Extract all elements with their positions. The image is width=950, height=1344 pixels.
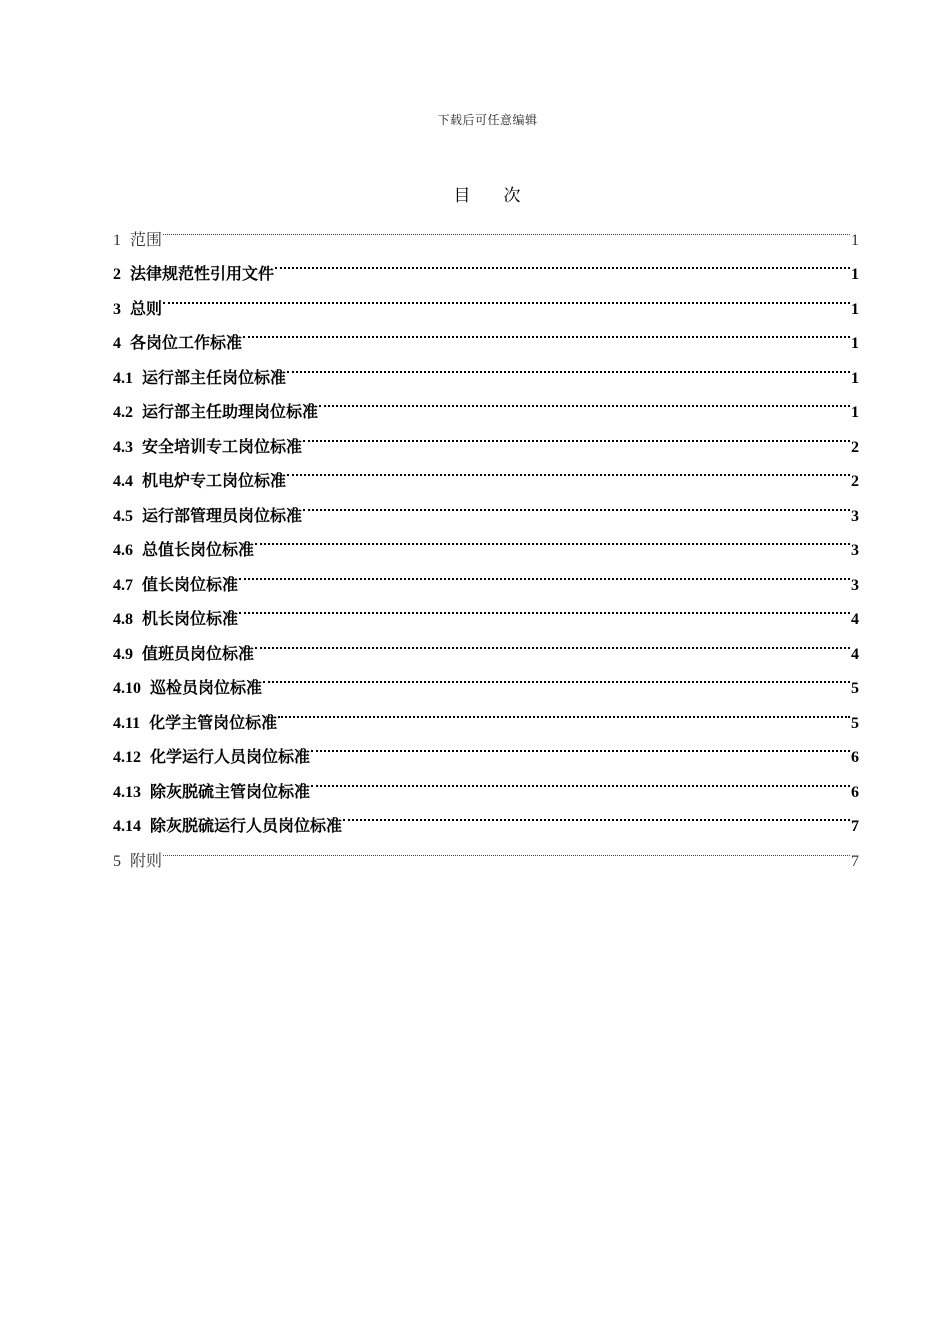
- toc-entry-label: 总值长岗位标准: [142, 542, 255, 559]
- toc-entry-number: 4.5: [113, 507, 133, 525]
- toc-entry-page: 6: [851, 783, 859, 801]
- toc-title-char-2: 次: [503, 186, 522, 205]
- table-of-contents: [113, 210, 859, 870]
- toc-entry-number: 4.12: [113, 749, 141, 766]
- toc-entry-label: 运行部管理员岗位标准: [142, 507, 303, 525]
- toc-dot-leader: [163, 279, 850, 314]
- toc-entry-page: 1: [851, 300, 859, 318]
- toc-dot-leader: [343, 797, 850, 832]
- toc-dot-leader: [239, 555, 850, 590]
- toc-entry-page: 7: [851, 852, 859, 870]
- toc-entry-page: 5: [851, 714, 859, 732]
- toc-entry-label: 值班员岗位标准: [142, 645, 255, 663]
- toc-dot-leader: [287, 348, 850, 383]
- header-note: 下载后可任意编辑: [437, 113, 538, 127]
- toc-entry-page: 3: [851, 576, 859, 594]
- toc-entry-page: 5: [851, 680, 859, 697]
- toc-entry-number: 4.3: [113, 438, 133, 456]
- toc-entry-label: 附则: [130, 852, 163, 870]
- toc-entry-number: 5: [113, 852, 121, 870]
- toc-dot-leader: [311, 728, 850, 763]
- toc-dot-leader: [287, 452, 850, 487]
- toc-entry-label: 运行部主任岗位标准: [142, 369, 287, 387]
- toc-dot-leader: [263, 659, 850, 694]
- toc-title: [0, 181, 950, 206]
- toc-entry-label: 值长岗位标准: [142, 576, 239, 594]
- toc-entry-page: 3: [851, 507, 859, 525]
- toc-dot-leader: [163, 831, 850, 866]
- toc-entry-page: 2: [851, 473, 859, 490]
- toc-entry-number: 4.6: [113, 542, 133, 559]
- toc-dot-leader: [278, 693, 850, 728]
- toc-entry-label: 化学运行人员岗位标准: [150, 749, 311, 766]
- toc-entry-page: 6: [851, 749, 859, 766]
- toc-entry-page: 2: [851, 438, 859, 456]
- toc-entry-number: 2: [113, 266, 121, 283]
- toc-entry-page: 1: [851, 266, 859, 283]
- toc-dot-leader: [239, 590, 850, 625]
- toc-entry-page: 3: [851, 542, 859, 559]
- toc-entry-label: 巡检员岗位标准: [150, 680, 263, 697]
- toc-entry-number: 4.11: [113, 714, 141, 732]
- toc-dot-leader: [243, 314, 850, 349]
- toc-entry-number: 4.4: [113, 473, 133, 490]
- toc-entry-page: 1: [851, 231, 859, 249]
- toc-entry-number: 4: [113, 335, 121, 352]
- toc-entry-number: 4.8: [113, 611, 133, 628]
- toc-entry-label: 机长岗位标准: [142, 611, 239, 628]
- toc-entry-page: 4: [851, 645, 859, 663]
- toc-entry[interactable]: [113, 245, 859, 283]
- toc-entry-page: 1: [851, 404, 859, 421]
- toc-dot-leader: [303, 486, 850, 521]
- toc-entry-label: 化学主管岗位标准: [149, 714, 278, 732]
- toc-dot-leader: [311, 762, 850, 797]
- toc-entry-number: 1: [113, 231, 121, 249]
- toc-entry-page: 7: [851, 818, 859, 835]
- toc-entry-label: 法律规范性引用文件: [130, 266, 275, 283]
- toc-entry-number: 4.14: [113, 818, 141, 835]
- toc-entry-number: 4.7: [113, 576, 133, 594]
- toc-dot-leader: [255, 624, 850, 659]
- toc-entry-number: 4.10: [113, 680, 141, 697]
- toc-dot-leader: [163, 210, 850, 245]
- toc-entry-page: 1: [851, 335, 859, 352]
- toc-entry-label: 各岗位工作标准: [130, 335, 243, 352]
- toc-entry-number: 4.9: [113, 645, 133, 663]
- toc-dot-leader: [303, 417, 850, 452]
- toc-entry-number: 4.13: [113, 783, 141, 801]
- toc-entry[interactable]: [113, 314, 859, 352]
- toc-entry-page: 4: [851, 611, 859, 628]
- toc-entry-number: 4.2: [113, 404, 133, 421]
- toc-entry-label: 除灰脱硫运行人员岗位标准: [150, 818, 343, 835]
- toc-entry-label: 除灰脱硫主管岗位标准: [150, 783, 311, 801]
- toc-entry[interactable]: [113, 831, 859, 870]
- toc-entry-label: 运行部主任助理岗位标准: [142, 404, 319, 421]
- toc-entry-label: 范围: [130, 231, 163, 249]
- toc-entry-page: 1: [851, 369, 859, 387]
- toc-entry-number: 3: [113, 300, 121, 318]
- toc-entry[interactable]: [113, 279, 859, 318]
- toc-entry-label: 安全培训专工岗位标准: [142, 438, 303, 456]
- toc-dot-leader: [319, 383, 850, 418]
- toc-title-char-1: 目: [453, 186, 472, 205]
- toc-dot-leader: [275, 245, 850, 280]
- toc-dot-leader: [255, 521, 850, 556]
- toc-entry-label: 机电炉专工岗位标准: [142, 473, 287, 490]
- toc-entry-label: 总则: [130, 300, 163, 318]
- toc-entry-number: 4.1: [113, 369, 133, 387]
- toc-entry[interactable]: [113, 210, 859, 249]
